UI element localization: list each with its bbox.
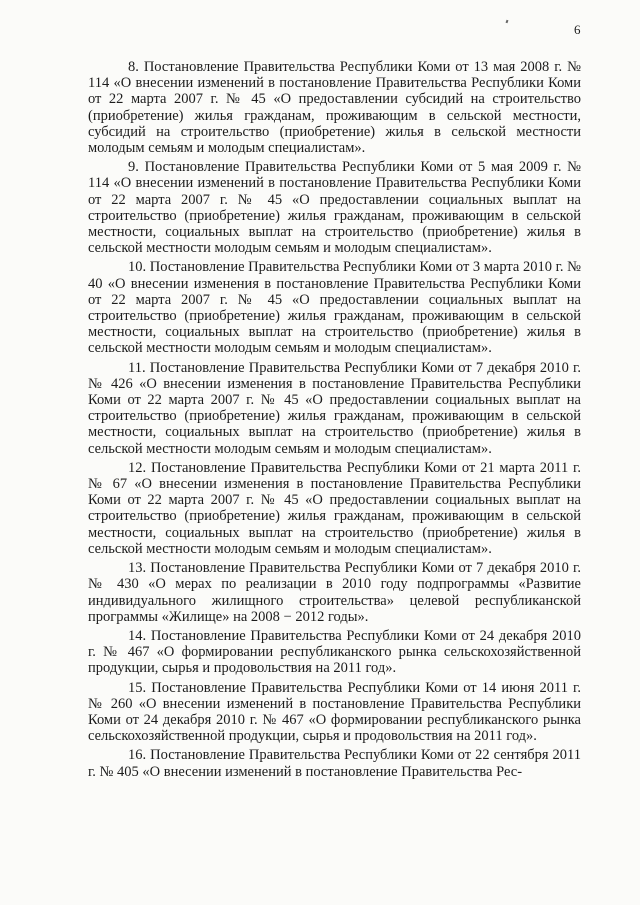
document-body [88,59,581,783]
paragraph-item-9: 9. Постановление Правительства Республики Коми от 5 мая 2009 г. № 114 «О внесении изменений в постановление Правительства Республики Коми от 22 марта 2007 г. № 45 «О предоставлении социальных выплат на строительство (приобретение) жилья гражданам, проживающим в сельской местности, социальных выплат на строительство (приобретение) жилья в сельской местности молодым семьям и молодым специалистам». [88,159,581,257]
paragraph-item-12: 12. Постановление Правительства Республики Коми от 21 марта 2011 г. № 67 «О внесении изменения в постановление Правительства Республики Коми от 22 марта 2007 г. № 45 «О предоставлении социальных выплат на строительство (приобретение) жилья гражданам, проживающим в сельской местности, социальных выплат на строительство (приобретение) жилья в сельской местности молодым семьям и молодым специалистам». [88,459,581,557]
paragraph-item-8: 8. Постановление Правительства Республики Коми от 13 мая 2008 г. № 114 «О внесении изменений в постановление Правительства Республики Коми от 22 марта 2007 г. № 45 «О предоставлении субсидий на строительство (приобретение) жилья гражданам, проживающим в сельской местности, субсидий на строительство (приобретение) жилья в сельской местности молодым семьям и молодым специалистам». [88,59,581,157]
paragraph-item-16: 16. Постановление Правительства Республики Коми от 22 сентября 2011 г. № 405 «О внесении изменений в постановление Правительства Рес- [88,747,581,780]
paragraph-item-15: 15. Постановление Правительства Республики Коми от 14 июня 2011 г. № 260 «О внесении изменений в постановление Правительства Республики Коми от 24 декабря 2010 г. № 467 «О формировании республиканского рынка сельскохозяйственной продукции, сырья и продовольствия на 2011 год». [88,679,581,745]
paragraph-item-11: 11. Постановление Правительства Республики Коми от 7 декабря 2010 г. № 426 «О внесении изменения в постановление Правительства Республики Коми от 22 марта 2007 г. № 45 «О предоставлении социальных выплат на строительство (приобретение) жилья гражданам, проживающим в сельской местности, социальных выплат на строительство (приобретение) жилья в сельской местности молодым семьям и молодым специалистам». [88,359,581,457]
paragraph-item-10: 10. Постановление Правительства Республики Коми от 3 марта 2010 г. № 40 «О внесении изменения в постановление Правительства Республики Коми от 22 марта 2007 г. № 45 «О предоставлении социальных выплат на строительство (приобретение) жилья гражданам, проживающим в сельской местности, социальных выплат на строительство (приобретение) жилья в сельской местности молодым семьям и молодым специалистам». [88,259,581,357]
page-number: 6 [574,22,581,37]
scan-speck [506,20,509,24]
paragraph-item-14: 14. Постановление Правительства Республики Коми от 24 декабря 2010 г. № 467 «О формировании республиканского рынка сельскохозяйственной продукции, сырья и продовольствия на 2011 год». [88,627,581,677]
paragraph-item-13: 13. Постановление Правительства Республики Коми от 7 декабря 2010 г. № 430 «О мерах по реализации в 2010 году подпрограммы «Развитие индивидуального жилищного строительства» целевой республиканской программы «Жилище» на 2008 − 2012 годы». [88,560,581,625]
